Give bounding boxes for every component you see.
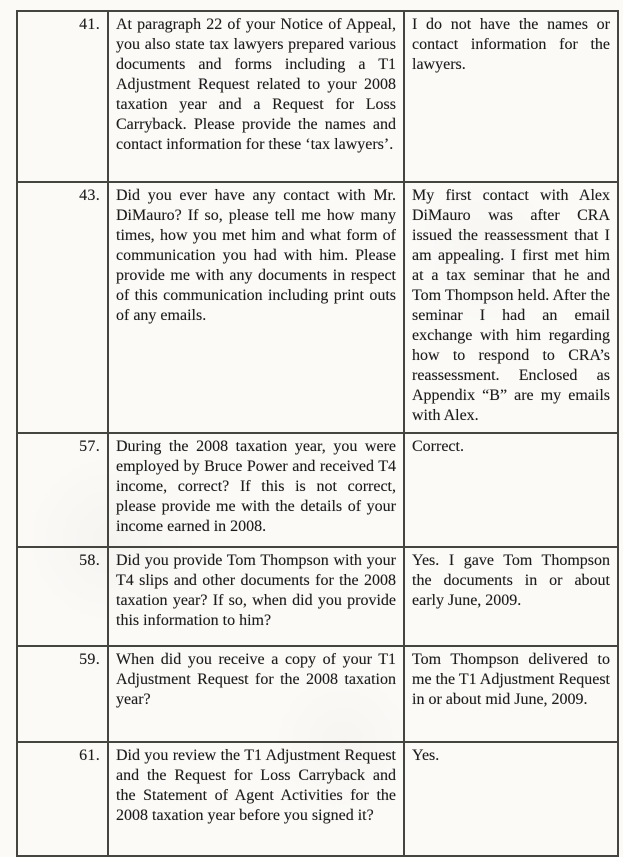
- question-cell: Did you provide Tom Thompson with your T4 slips and other documents for the 2008 taxation year? If so, when did you provide this information to him?: [108, 547, 404, 646]
- question-cell: During the 2008 taxation year, you were employed by Bruce Power and received T4 income, correct? If this is not correct, please provide me with the details of your income earned in 2008.: [108, 433, 404, 547]
- row-number-cell: 57.: [17, 433, 108, 547]
- answer-cell: My first contact with Alex DiMauro was after CRA issued the reassessment that I am appealing. I first met him at a tax seminar that he and Tom Thompson held. After the seminar I had an email exchange with him regarding how to respond to CRA’s reassessment. Enclosed as Appendix “B” are my emails with Alex.: [404, 182, 618, 433]
- row-number-cell: 59.: [17, 646, 108, 742]
- table-row: [17, 742, 618, 856]
- row-number-cell: 58.: [17, 547, 108, 646]
- answer-cell: Correct.: [404, 433, 618, 547]
- question-cell: Did you review the T1 Adjustment Request and the Request for Loss Carryback and the Statement of Agent Activities for the 2008 taxation year before you signed it?: [108, 742, 404, 856]
- table-row: [17, 433, 618, 547]
- table-row: [17, 11, 618, 182]
- question-cell: At paragraph 22 of your Notice of Appeal, you also state tax lawyers prepared various documents and forms including a T1 Adjustment Request related to your 2008 taxation year and a Request for Loss Carryback. Please provide the names and contact information for these ‘tax lawyers’.: [108, 11, 404, 182]
- table-row: [17, 646, 618, 742]
- row-number-cell: 41.: [17, 11, 108, 182]
- row-number-cell: 61.: [17, 742, 108, 856]
- answer-cell: Yes. I gave Tom Thompson the documents in or about early June, 2009.: [404, 547, 618, 646]
- question-cell: When did you receive a copy of your T1 Adjustment Request for the 2008 taxation year?: [108, 646, 404, 742]
- answer-cell: I do not have the names or contact information for the lawyers.: [404, 11, 618, 182]
- table-row: [17, 182, 618, 433]
- question-cell: Did you ever have any contact with Mr. DiMauro? If so, please tell me how many times, how you met him and what form of communication you had with him. Please provide me with any documents in respect of this communication including print outs of any emails.: [108, 182, 404, 433]
- table-row: [17, 547, 618, 646]
- answer-cell: Yes.: [404, 742, 618, 856]
- answer-cell: Tom Thompson delivered to me the T1 Adjustment Request in or about mid June, 2009.: [404, 646, 618, 742]
- qa-table: [16, 10, 619, 857]
- row-number-cell: 43.: [17, 182, 108, 433]
- qa-table-body: [17, 11, 618, 856]
